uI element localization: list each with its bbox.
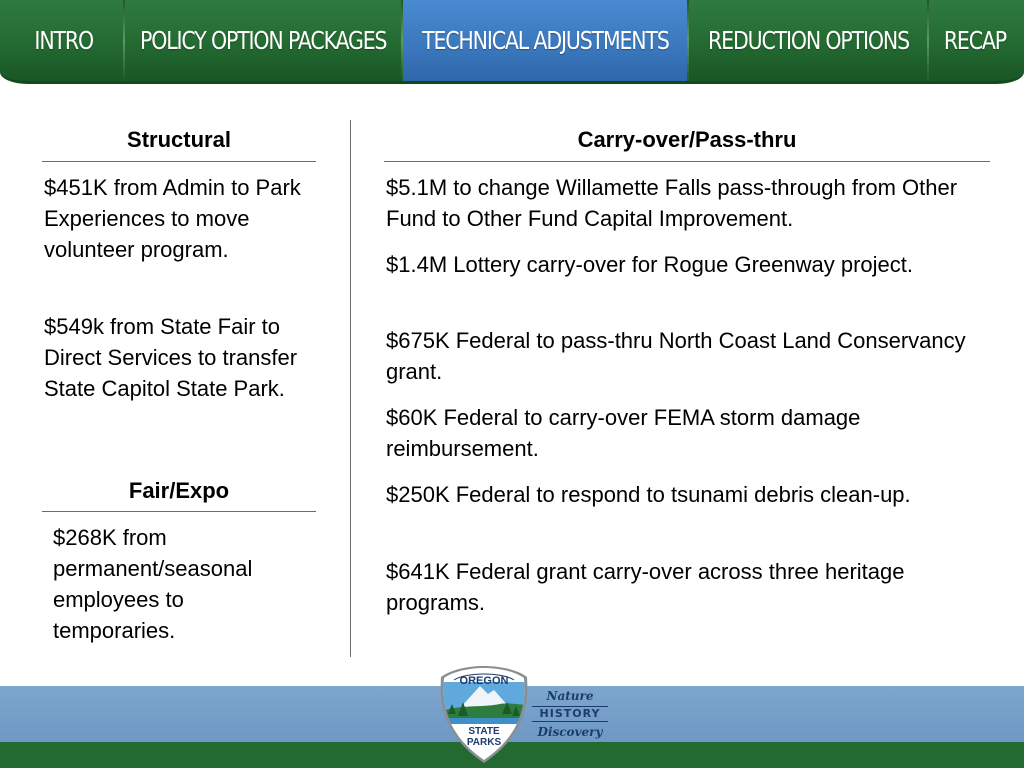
tab-intro-label: INTRO [34, 26, 94, 55]
structural-item: $549k from State Fair to Direct Services to transfer State Capitol State Park. [44, 314, 298, 401]
tab-technical-adjustments-label: TECHNICAL ADJUSTMENTS [421, 26, 669, 55]
footer-tagline [532, 688, 608, 742]
carry-over-item: $675K Federal to pass-thru North Coast Land Conservancy grant. [386, 328, 966, 384]
logo-text-oregon: OREGON [459, 675, 509, 687]
tab-recap[interactable] [929, 0, 1021, 81]
tab-reduction-options-label: REDUCTION OPTIONS [707, 26, 909, 55]
oregon-state-parks-logo [440, 664, 528, 764]
carry-over-item: $250K Federal to respond to tsunami debris clean-up. [386, 482, 911, 507]
tab-reduction-options[interactable] [689, 0, 927, 81]
carry-over-item: $1.4M Lottery carry-over for Rogue Greenway project. [386, 252, 914, 277]
tab-policy-option-packages-label: POLICY OPTION PACKAGES [139, 26, 387, 55]
carry-over-item: $60K Federal to carry-over FEMA storm damage reimbursement. [386, 405, 861, 461]
fair-expo-item: $268K from permanent/seasonal employees to temporaries. [53, 525, 253, 643]
carry-over-heading: Carry-over/Pass-thru [577, 127, 797, 152]
top-nav [0, 0, 1024, 84]
tagline-history: HISTORY [532, 706, 608, 722]
tab-policy-option-packages[interactable] [125, 0, 401, 81]
tab-intro[interactable] [6, 0, 122, 81]
structural-item: $451K from Admin to Park Experiences to move volunteer program. [44, 175, 301, 262]
carry-over-heading-rule [384, 161, 990, 162]
fair-expo-heading: Fair/Expo [128, 478, 230, 503]
carry-over-item: $5.1M to change Willamette Falls pass-through from Other Fund to Other Fund Capital Improvement. [386, 175, 958, 231]
tagline-nature: Nature [546, 689, 594, 703]
carry-over-item: $641K Federal grant carry-over across three heritage programs. [386, 559, 905, 615]
tagline-discovery: Discovery [537, 725, 603, 739]
tab-technical-adjustments[interactable] [403, 0, 687, 81]
structural-heading: Structural [127, 127, 231, 152]
fair-expo-heading-rule [42, 511, 316, 512]
logo-text-state: STATE [468, 726, 500, 737]
column-separator [350, 120, 351, 657]
structural-heading-rule [42, 161, 316, 162]
tab-recap-label: RECAP [943, 26, 1007, 55]
logo-text-parks: PARKS [466, 737, 502, 748]
